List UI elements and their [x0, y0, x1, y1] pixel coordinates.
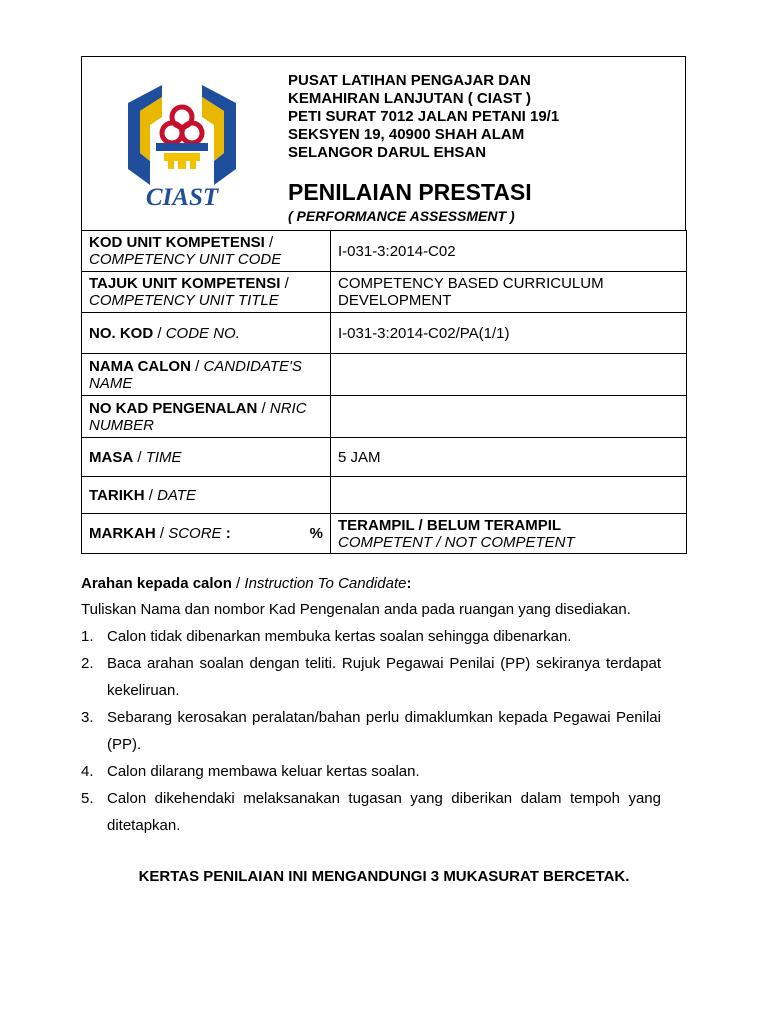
label-italic: CODE NO. — [165, 324, 240, 342]
label-italic: NRIC NUMBER — [89, 399, 307, 434]
label-bold: TARIKH — [89, 486, 145, 504]
heading-italic: Instruction To Candidate — [244, 575, 407, 592]
address-line: PETI SURAT 7012 JALAN PETANI 19/1 — [288, 108, 560, 125]
item-number: 3. — [81, 709, 94, 726]
label-bold: MARKAH — [89, 525, 156, 542]
heading-bold: Arahan kepada calon — [81, 575, 232, 592]
label-bold: NO. KOD — [89, 324, 154, 342]
info-label — [82, 231, 331, 272]
candidate-name-field[interactable] — [331, 354, 687, 396]
result-options-italic: COMPETENT / NOT COMPETENT — [338, 533, 575, 551]
info-row-score — [82, 514, 687, 554]
item-text: Calon tidak dibenarkan membuka kertas soalan sehingga dibenarkan. — [107, 628, 572, 645]
ciast-logo — [124, 81, 240, 213]
label-bold: KOD UNIT KOMPETENSI — [89, 234, 265, 251]
heading-colon: : — [406, 575, 412, 592]
heading-separator: / — [231, 575, 245, 592]
instruction-list — [81, 623, 661, 839]
item-number: 4. — [81, 763, 94, 780]
info-value: COMPETENCY BASED CURRICULUM DEVELOPMENT — [331, 272, 687, 313]
item-number: 1. — [81, 628, 94, 645]
institution-address — [288, 72, 559, 162]
candidate-info-table — [81, 230, 687, 554]
info-label — [82, 438, 331, 477]
date-field[interactable] — [331, 477, 687, 514]
label-separator: / — [257, 399, 270, 417]
score-label-wrap — [89, 525, 323, 542]
info-label — [82, 396, 331, 438]
result-cell — [331, 514, 687, 554]
info-row-time — [82, 438, 687, 477]
info-label — [82, 272, 331, 313]
nric-field[interactable] — [331, 396, 687, 438]
percent-sign: % — [309, 525, 323, 542]
result-options-bold: TERAMPIL / BELUM TERAMPIL — [338, 516, 562, 534]
instructions-intro: Tuliskan Nama dan nombor Kad Pengenalan anda pada ruangan yang disediakan. — [81, 601, 631, 618]
label-italic: TIME — [145, 448, 182, 466]
item-number: 2. — [81, 655, 94, 672]
label-italic: COMPETENCY UNIT TITLE — [89, 292, 279, 309]
info-label — [82, 313, 331, 354]
info-row-unit-code — [82, 231, 687, 272]
info-value: 5 JAM — [331, 438, 687, 477]
address-line: KEMAHIRAN LANJUTAN ( CIAST ) — [288, 90, 532, 107]
label-separator: / — [144, 486, 158, 504]
label-separator: / — [133, 448, 146, 466]
info-label — [82, 354, 331, 396]
info-row-unit-title — [82, 272, 687, 313]
label-separator: / — [155, 525, 169, 542]
document-subtitle: ( PERFORMANCE ASSESSMENT ) — [288, 208, 515, 224]
label-bold: NAMA CALON — [89, 357, 191, 375]
item-number: 5. — [81, 790, 94, 807]
info-value: I-031-3:2014-C02 — [331, 231, 687, 272]
info-row-code-no — [82, 313, 687, 354]
label-separator: / — [280, 275, 289, 292]
label-italic: CANDIDATE'S NAME — [89, 357, 302, 392]
page-count-notice: KERTAS PENILAIAN INI MENGANDUNGI 3 MUKASURAT BERCETAK. — [138, 868, 630, 885]
info-row-nric — [82, 396, 687, 438]
label-italic: SCORE — [168, 525, 222, 542]
label-separator: / — [264, 234, 274, 251]
info-label — [82, 477, 331, 514]
address-line: SEKSYEN 19, 40900 SHAH ALAM — [288, 126, 525, 143]
label-bold: MASA — [89, 448, 134, 466]
label-colon: : — [221, 525, 231, 542]
address-line: SELANGOR DARUL EHSAN — [288, 144, 487, 161]
list-item — [81, 704, 661, 758]
instructions-heading — [81, 572, 661, 596]
info-label — [82, 514, 331, 554]
item-text: Calon dilarang membawa keluar kertas soalan. — [107, 763, 420, 780]
label-bold: TAJUK UNIT KOMPETENSI — [89, 275, 281, 292]
item-text: Baca arahan soalan dengan teliti. Rujuk Pegawai Penilai (PP) sekiranya terdapat kekeliruan. — [107, 655, 661, 699]
document-header — [81, 56, 686, 230]
label-italic: COMPETENCY UNIT CODE — [89, 251, 282, 268]
item-text: Calon dikehendaki melaksanakan tugasan yang diberikan dalam tempoh yang ditetapkan. — [107, 790, 661, 834]
label-separator: / — [153, 324, 166, 342]
score-label — [89, 525, 231, 542]
info-value: I-031-3:2014-C02/PA(1/1) — [331, 313, 687, 354]
logo-text: CIAST — [145, 184, 219, 211]
address-line: PUSAT LATIHAN PENGAJAR DAN — [288, 72, 531, 89]
label-italic: DATE — [157, 486, 196, 504]
item-text: Sebarang kerosakan peralatan/bahan perlu dimaklumkan kepada Pegawai Penilai (PP). — [107, 709, 661, 753]
info-row-candidate-name — [82, 354, 687, 396]
list-item — [81, 785, 661, 839]
list-item — [81, 623, 661, 650]
label-bold: NO KAD PENGENALAN — [89, 399, 258, 417]
document-title: PENILAIAN PRESTASI — [288, 179, 532, 205]
instructions-section — [81, 572, 661, 839]
list-item — [81, 758, 661, 785]
list-item — [81, 650, 661, 704]
info-row-date — [82, 477, 687, 514]
label-separator: / — [190, 357, 204, 375]
